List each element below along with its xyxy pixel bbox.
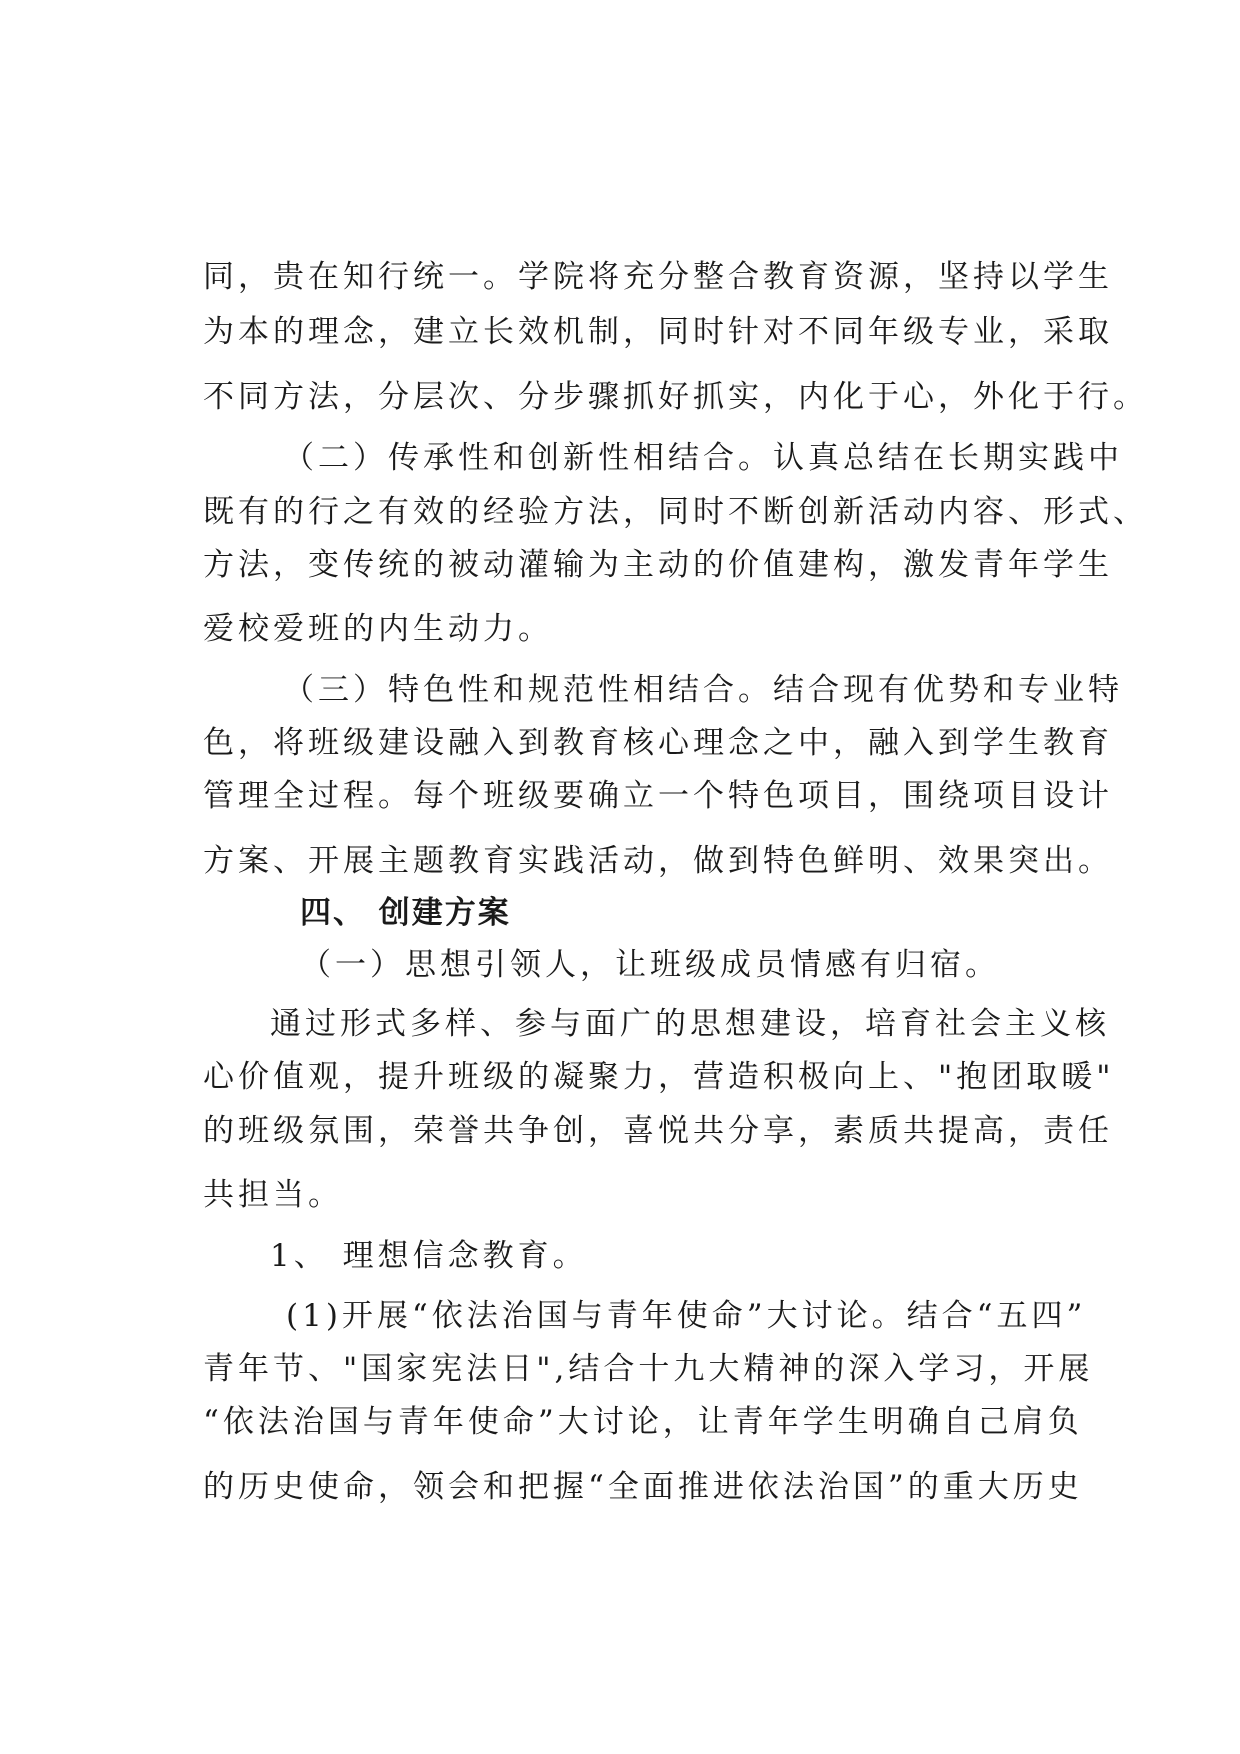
paragraph-line: 管理全过程。每个班级要确立一个特色项目，围绕项目设计 <box>203 778 1113 814</box>
paragraph-line: 心价值观，提升班级的凝聚力，营造积极向上、"抱团取暖" <box>203 1059 1115 1095</box>
paragraph-line: (1)开展“依法治国与青年使命”大讨论。结合“五四” <box>286 1298 1087 1334</box>
paragraph-line: 共担当。 <box>203 1177 343 1213</box>
paragraph-line: “依法治国与青年使命”大讨论，让青年学生明确自己肩负 <box>203 1404 1083 1440</box>
paragraph-line: 的班级氛围，荣誉共争创，喜悦共分享，素质共提高，责任 <box>203 1113 1113 1149</box>
list-heading: 1、 理想信念教育。 <box>270 1238 588 1274</box>
paragraph-line: 同，贵在知行统一。学院将充分整合教育资源，坚持以学生 <box>203 259 1113 295</box>
section-heading: 四、 创建方案 <box>300 895 511 931</box>
paragraph-line: 方案、开展主题教育实践活动，做到特色鲜明、效果突出。 <box>203 843 1113 879</box>
paragraph-line: 不同方法，分层次、分步骤抓好抓实，内化于心，外化于行。 <box>203 379 1148 415</box>
paragraph-line: （二）传承性和创新性相结合。认真总结在长期实践中 <box>283 440 1123 476</box>
paragraph-line: 色，将班级建设融入到教育核心理念之中，融入到学生教育 <box>203 725 1113 761</box>
paragraph-line: （三）特色性和规范性相结合。结合现有优势和专业特 <box>283 672 1123 708</box>
paragraph-line: 青年节、"国家宪法日",结合十九大精神的深入学习，开展 <box>203 1351 1094 1387</box>
paragraph-line: 爱校爱班的内生动力。 <box>203 611 553 647</box>
paragraph-line: 方法，变传统的被动灌输为主动的价值建构，激发青年学生 <box>203 547 1113 583</box>
paragraph-line: 既有的行之有效的经验方法，同时不断创新活动内容、形式、 <box>203 494 1148 530</box>
subsection-heading: （一）思想引领人，让班级成员情感有归宿。 <box>300 947 1000 983</box>
paragraph-line: 通过形式多样、参与面广的思想建设，培育社会主义核 <box>270 1006 1110 1042</box>
paragraph-line: 为本的理念，建立长效机制，同时针对不同年级专业，采取 <box>203 314 1113 350</box>
paragraph-line: 的历史使命，领会和把握“全面推进依法治国”的重大历史 <box>203 1469 1083 1505</box>
